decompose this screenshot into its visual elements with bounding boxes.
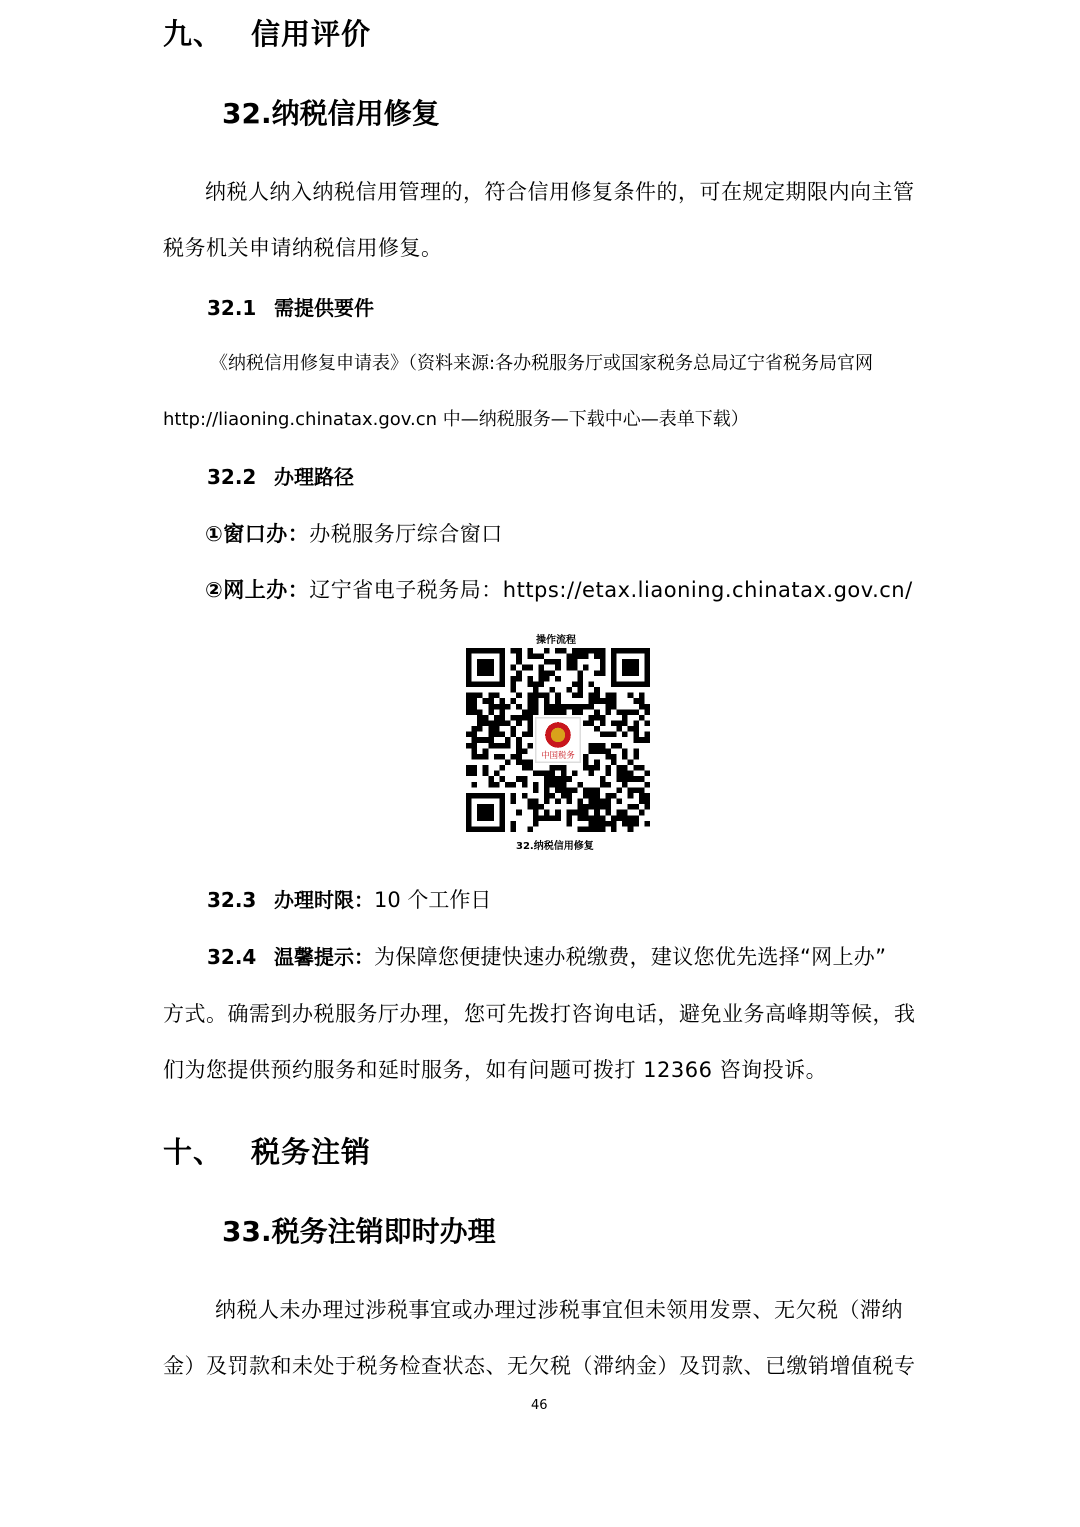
time-limit-value: 10 个工作日 [374, 888, 492, 912]
intro-line: 税务机关申请纳税信用修复。 [163, 236, 443, 260]
chapter-title: 税务注销 [251, 1135, 372, 1169]
chapter-heading [163, 12, 371, 53]
window-route-label: ①窗口办： [205, 522, 310, 546]
subsection-heading [207, 292, 374, 321]
online-route-label: ②网上办： [205, 578, 310, 602]
paragraph-line: 纳税人未办理过涉税事宜或办理过涉税事宜但未领用发票、无欠税（滞纳 [215, 1298, 903, 1322]
tax-emblem-icon [536, 718, 581, 763]
tip-text: 们为您提供预约服务和延时服务，如有问题可拨打 12366 咨询投诉。 [163, 1058, 828, 1082]
window-route [205, 518, 503, 548]
subsection-heading [207, 461, 354, 490]
download-path-text: http://liaoning.chinatax.gov.cn 中—纳税服务—下载中心—表单下载） [163, 409, 749, 430]
online-route-value[interactable]: 辽宁省电子税务局：https://etax.liaoning.chinatax.gov.cn/ [309, 578, 913, 602]
subsection-number: 32.2 [207, 465, 257, 489]
page-number: 46 [531, 1398, 548, 1413]
subsection-title: 办理路径 [274, 465, 354, 489]
tip-text: 方式。确需到办税服务厅办理，您可先拨打咨询电话，避免业务高峰期等候，我 [163, 1002, 916, 1026]
subsection-number: 32.1 [207, 296, 257, 320]
chapter-number: 十、 [163, 1135, 224, 1169]
emblem-logo-text: 中国税务 [541, 749, 575, 760]
subsection-title: 需提供要件 [274, 296, 374, 320]
intro-line: 纳税人纳入纳税信用管理的，符合信用修复条件的，可在规定期限内向主管 [205, 180, 915, 204]
online-route [205, 574, 913, 604]
required-documents-text: 《纳税信用修复申请表》（资料来源:各办税服务厅或国家税务总局辽宁省税务局官网 [210, 353, 874, 374]
chapter-title: 信用评价 [251, 17, 372, 51]
section-title: 33.税务注销即时办理 [222, 1215, 496, 1248]
subsection-number: 32.3 [207, 888, 257, 912]
section-title: 32.纳税信用修复 [222, 97, 440, 130]
qr-caption-bottom: 32.纳税信用修复 [516, 841, 594, 852]
tip-text: 为保障您便捷快速办税缴费，建议您优先选择“网上办” [374, 945, 887, 969]
subsection-heading [207, 884, 491, 914]
qr-code[interactable] [466, 648, 650, 832]
time-limit-label: 办理时限： [274, 888, 374, 912]
window-route-value: 办税服务厅综合窗口 [309, 522, 503, 546]
tip-label: 温馨提示： [274, 945, 374, 969]
subsection-number: 32.4 [207, 945, 257, 969]
chapter-number: 九、 [163, 17, 224, 51]
paragraph-line: 金）及罚款和未处于税务检查状态、无欠税（滞纳金）及罚款、已缴销增值税专 [163, 1354, 916, 1378]
subsection-heading [207, 941, 886, 971]
qr-caption-top: 操作流程 [536, 635, 576, 646]
chapter-heading [163, 1130, 371, 1171]
